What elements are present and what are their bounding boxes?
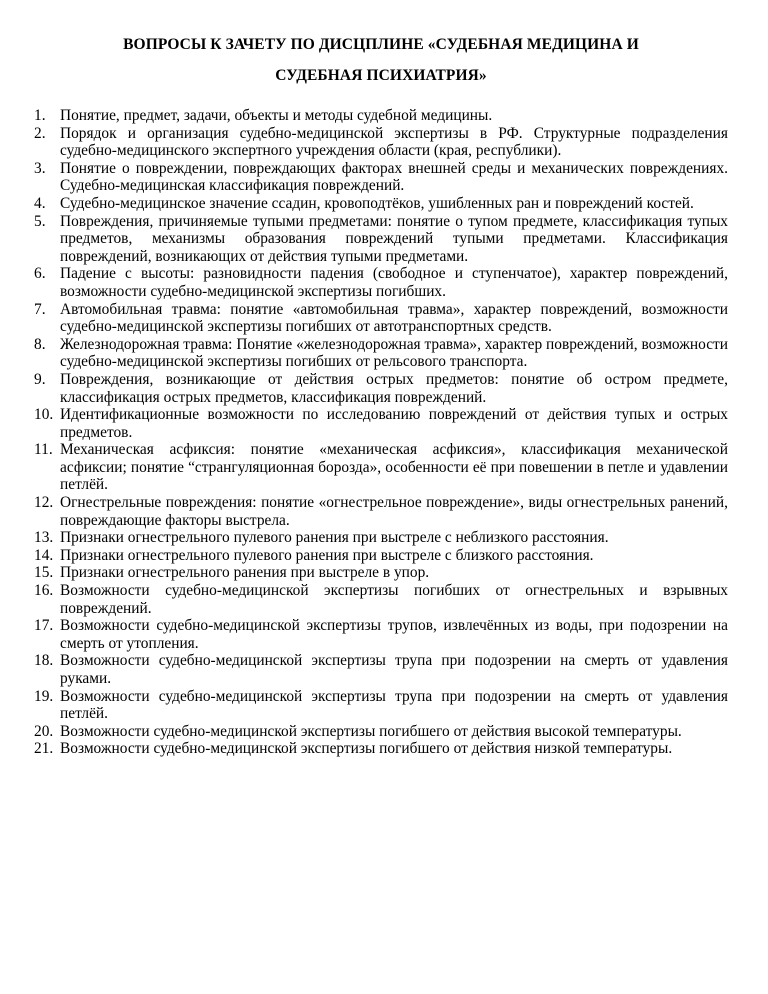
question-text: Признаки огнестрельного пулевого ранения при выстреле с близкого расстояния.: [60, 546, 594, 564]
question-text: Возможности судебно-медицинской экспертизы погибшего от действия высокой температуры.: [60, 722, 682, 740]
question-text: Повреждения, возникающие от действия острых предметов: понятие об остром предмете, классификация острых предметов, классификация повреждений.: [60, 370, 728, 406]
question-item: [34, 301, 728, 336]
question-item: [34, 406, 728, 441]
question-item: [34, 125, 728, 160]
question-number: 21.: [34, 740, 54, 758]
question-number: 1.: [34, 107, 46, 124]
question-number: 16.: [34, 582, 54, 600]
question-text: Судебно-медицинское значение ссадин, кровоподтёков, ушибленных ран и повреждений костей.: [60, 194, 694, 212]
question-number: 10.: [34, 406, 54, 424]
title-line-1: ВОПРОСЫ К ЗАЧЕТУ ПО ДИСЦПЛИНЕ «СУДЕБНАЯ МЕДИЦИНА И: [123, 36, 639, 53]
question-text: Возможности судебно-медицинской экспертизы погибшего от действия низкой температуры.: [60, 740, 673, 758]
question-number: 18.: [34, 652, 54, 670]
question-item: [34, 688, 728, 723]
question-item: [34, 371, 728, 406]
question-text: Возможности судебно-медицинской экспертизы трупов, извлечённых из воды, при подозрении на смерть от утопления.: [60, 617, 728, 652]
question-text: Признаки огнестрельного пулевого ранения при выстреле с неблизкого расстояния.: [60, 529, 609, 547]
question-item: [34, 564, 728, 582]
question-text: Огнестрельные повреждения: понятие «огнестрельное повреждение», виды огнестрельных ранений, повреждающие факторы выстрела.: [60, 494, 728, 529]
question-text: Идентификационные возможности по исследованию повреждений от действия тупых и острых предметов.: [60, 406, 728, 441]
question-number: 3.: [34, 159, 46, 177]
question-number: 19.: [34, 687, 54, 705]
question-number: 5.: [34, 212, 46, 230]
question-text: Возможности судебно-медицинской экспертизы погибших от огнестрельных и взрывных повреждений.: [60, 582, 728, 617]
question-item: [34, 213, 728, 266]
question-item: [34, 160, 728, 195]
question-text: Автомобильная травма: понятие «автомобильная травма», характер повреждений, возможности судебно-медицинской экспертизы погибших от автотранспортных средств.: [60, 300, 728, 336]
question-number: 20.: [34, 722, 54, 740]
question-number: 11.: [34, 441, 53, 459]
question-item: [34, 265, 728, 300]
question-number: 6.: [34, 265, 46, 283]
question-item: [34, 195, 728, 213]
question-number: 2.: [34, 124, 46, 142]
question-number: 4.: [34, 194, 46, 212]
question-item: [34, 617, 728, 652]
question-item: [34, 494, 728, 529]
question-number: 14.: [34, 546, 54, 564]
question-number: 13.: [34, 529, 54, 547]
question-text: Механическая асфиксия: понятие «механическая асфиксия», классификация механической асфиксии; понятие “странгуляционная борозда», особенности её при повешении в петле и удавлении петлёй.: [60, 441, 728, 494]
question-item: [34, 336, 728, 371]
question-text: Порядок и организация судебно-медицинской экспертизы в РФ. Структурные подразделения судебно-медицинского экспертного учреждения области (края, республики).: [60, 124, 728, 160]
question-text: Повреждения, причиняемые тупыми предметами: понятие о тупом предмете, классификация тупых предметов, механизмы образования повреждений тупыми предметами. Классификация повреждений, возникающих от действия тупыми предметами.: [60, 212, 728, 265]
question-text: Понятие, предмет, задачи, объекты и методы судебной медицины.: [60, 107, 493, 124]
question-list: [34, 107, 728, 758]
question-item: [34, 529, 728, 547]
question-number: 7.: [34, 300, 46, 318]
question-number: 15.: [34, 564, 54, 582]
question-item: [34, 582, 728, 617]
question-item: [34, 740, 728, 758]
question-text: Возможности судебно-медицинской экспертизы трупа при подозрении на смерть от удавления руками.: [60, 652, 728, 687]
question-item: [34, 107, 728, 125]
question-item: [34, 723, 728, 741]
question-number: 8.: [34, 335, 46, 353]
page-title: [34, 29, 728, 91]
question-text: Понятие о повреждении, повреждающих факторах внешней среды и механических повреждениях. Судебно-медицинская классификация повреждений.: [60, 159, 728, 195]
question-item: [34, 441, 728, 494]
question-item: [34, 652, 728, 687]
question-text: Падение с высоты: разновидности падения (свободное и ступенчатое), характер повреждений, возможности судебно-медицинской экспертизы погибших.: [60, 265, 728, 300]
question-text: Возможности судебно-медицинской экспертизы трупа при подозрении на смерть от удавления петлёй.: [60, 687, 728, 723]
question-number: 17.: [34, 617, 54, 635]
question-number: 12.: [34, 494, 54, 512]
question-text: Признаки огнестрельного ранения при выстреле в упор.: [60, 564, 430, 582]
title-line-2: СУДЕБНАЯ ПСИХИАТРИЯ»: [275, 67, 487, 84]
question-text: Железнодорожная травма: Понятие «железнодорожная травма», характер повреждений, возможности судебно-медицинской экспертизы погибших от рельсового транспорта.: [60, 335, 728, 371]
question-number: 9.: [34, 370, 46, 388]
question-item: [34, 547, 728, 565]
